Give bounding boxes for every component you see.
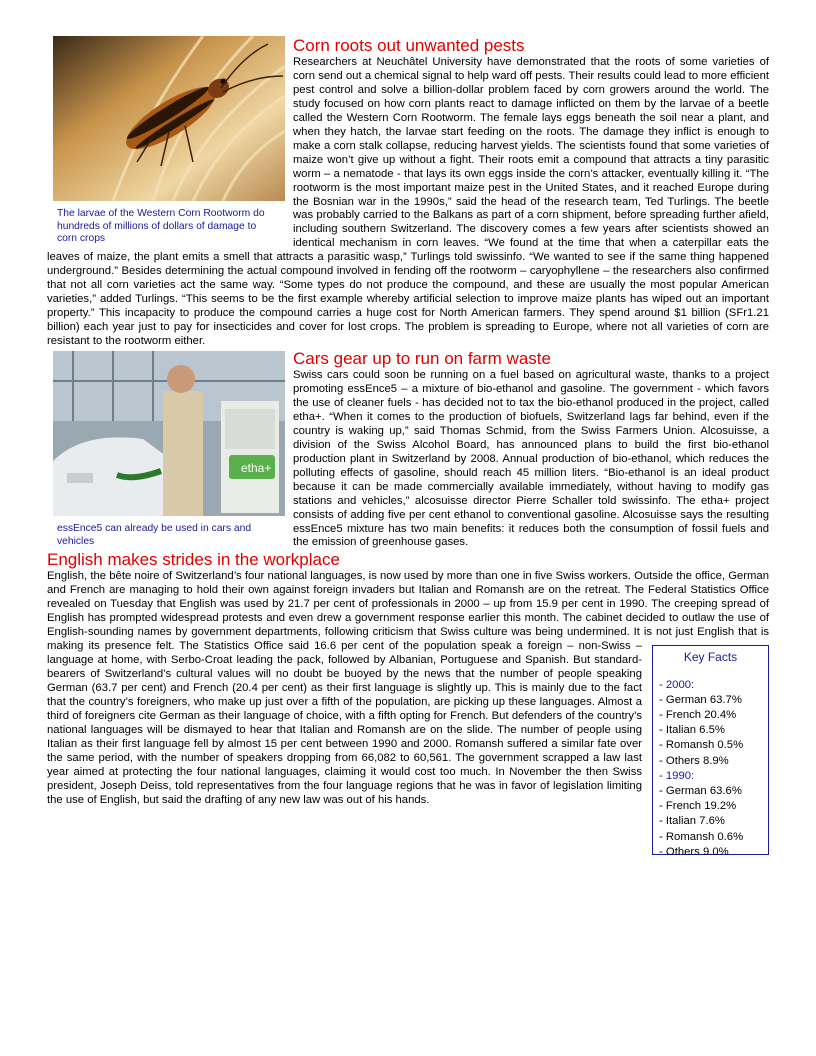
newsletter-page bbox=[47, 36, 769, 857]
figure-caption: The larvae of the Western Corn Rootworm do hundreds of millions of dollars of damage to corn crops bbox=[57, 208, 265, 245]
corn-rootworm-beetle-photo bbox=[53, 36, 285, 201]
key-facts-box bbox=[652, 645, 769, 858]
article-body: Researchers at Neuchâtel University have demonstrated that the roots of some varieties of corn send out a chemical signal to help ward off pests. Their results could lead to more efficient pest control and solve a billion-dollar problem faced by corn growers around the world. The study focused on how corn plants react to damage inflicted on them by the larvae of a beetle called the Western Corn Rootworm. The female lays eggs beneath the soil near a plant, and when they hatch, the larvae start feeding on the roots. The damage they inflict is enough to make a corn stalk collapse, reducing harvest yields. The scientists found that some varieties of maize won’t give up without a fight. Their roots emit a compound that attracts a tiny parasitic worm – a nematode - that lays its own eggs inside the corn’s attacker, eventually killing it. “The rootworm is the most important maize pest in the United States, and it reached Europe during the Bosnian war in the 1990s,” said the head of the research team, Ted Turlings. The beetle was probably carried to the Balkans as part of a corn shipment, before spreading further afield, including southern Switzerland. The discovery comes a few years after scientists showed an identical mechanism in corn leaves. “We found at the time that when a caterpillar eats the leaves of maize, the plant emits a smell that attracts a parasitic wasp,” Turlings told swissinfo. “We wanted to see if the same thing happened underground.” Besides determining the actual compound involved in fending off the rootworm – caryophyllene – the researchers also confirmed that not all corn varieties act the same way. “Some types do not produce the compound, and these are usually the most popular American varieties,” added Turlings. “This seems to be the first example whereby artificial selection to improve maize plants has wiped out an important property.” This incapacity to produce the compound carries a huge cost for North American farmers. They spend around $1 billion (SFr1.21 billion) each year just to pay for insecticides and cover for lost crops. The problem is spreading to Europe, where not all varieties of corn are resistant to the rootworm either. bbox=[47, 56, 769, 348]
key-facts-item: - Others 8.9% bbox=[659, 754, 729, 767]
article-body: Swiss cars could soon be running on a fuel based on agricultural waste, thanks to a project promoting essEnce5 – a mixture of bio-ethanol and gasoline. The government - which favors the use of cleaner fuels - has decided not to tax the bio-ethanol produced in the project, called etha+. “When it comes to the production of biofuels, Switzerland lags far behind, even if the country is waking up,” said Thomas Schmid, from the Swiss Farmers Union. Alcosuisse, a division of the Swiss Alcohol Board, has announced plans to build the first bio-ethanol production plant in Switzerland by 2008. Annual production of bio-ethanol, which reduces the polluting effects of gasoline, should reach 45 million liters. “Bio-ethanol is an ideal product because it can be made commercially available immediately, without having to modify gas stations and vehicles,” alcosuisse director Pierre Schaller told swissinfo. The etha+ project consists of adding five per cent ethanol to conventional gasoline. Alcosuisse says the resulting essEnce5 mixture has two main benefits: it reduces both the consumption of fossil fuels and the emission of greenhouse gases. bbox=[293, 369, 769, 549]
key-facts-item: - Romansh 0.5% bbox=[659, 739, 744, 752]
key-facts-item: - Romansh 0.6% bbox=[659, 830, 744, 843]
key-facts-title: Key Facts bbox=[683, 650, 738, 665]
article-body: English, the bête noire of Switzerland’s four national languages, is now used by more than one in five Swiss workers. Outside the office, German and French are managing to hold their own against foreign invaders but Italian and Romansh are on the retreat. The Federal Statistics Office revealed on Tuesday that English was used by 21.7 per cent of professionals in 2000 – up from 15.9 per cent in 1990. The creeping spread of English has prompted widespread protests and even drew a government response earlier this month. The cabinet decided to outlaw the use of English-sounding names by government departments, following criticism that Swiss culture was being undermined. It is not just English that is making its presence felt. The Statistics Office said 16.6 per cent of the population speak a foreign – non-Swiss – language at home, with Serbo-Croat leading the pack, followed by Albanian, Portuguese and Spanish. But standard-bearers of Switzerland’s cultural values will no doubt be buoyed by the news that the number of people speaking German (63.7 per cent) and French (20.4 per cent) as their first language is slightly up. This is mainly due to the fact that the country’s foreigners, who make up just over a fifth of the population, are picking up these languages. Almost a third of foreigners cite German as their language of choice, with a fifth opting for French. But defenders of the country’s national languages will be dismayed to hear that Italian and Romansh are on the slide. The number of people using Italian as their first language fell by almost 15 per cent between 1990 and 2000. Romansh suffered a similar fate over the same period, with the number of speakers dropping from 66,082 to 60,561. The government scrapped a law last year aimed at protecting the four national languages, claiming it would cost too much. In November the then Swiss president, Joseph Deiss, told representatives from the four language regions that he was in favor of legislation limiting the use of English, but said the drafting of any new law was out of his hands. bbox=[47, 570, 769, 806]
article-title: Cars gear up to run on farm waste bbox=[293, 349, 551, 369]
article-title: English makes strides in the workplace bbox=[47, 550, 340, 570]
key-facts-year: - 2000: bbox=[659, 678, 695, 691]
key-facts-item: - German 63.7% bbox=[659, 693, 742, 706]
key-facts-item: - French 20.4% bbox=[659, 709, 737, 722]
fueling-car-photo bbox=[53, 351, 285, 516]
figure-caption: essEnce5 can already be used in cars and vehicles bbox=[57, 523, 252, 547]
key-facts-item: - Italian 7.6% bbox=[659, 815, 725, 828]
article-figure bbox=[53, 351, 285, 548]
article-figure bbox=[53, 36, 285, 246]
article-title: Corn roots out unwanted pests bbox=[293, 36, 525, 55]
key-facts-item: - German 63.6% bbox=[659, 785, 742, 798]
key-facts-year: - 1990: bbox=[659, 769, 695, 782]
key-facts-item: - Others 9.0% bbox=[659, 845, 729, 858]
svg-text:etha+: etha+ bbox=[241, 461, 272, 476]
key-facts-item: - French 19.2% bbox=[659, 800, 737, 813]
key-facts-item: - Italian 6.5% bbox=[659, 724, 725, 737]
